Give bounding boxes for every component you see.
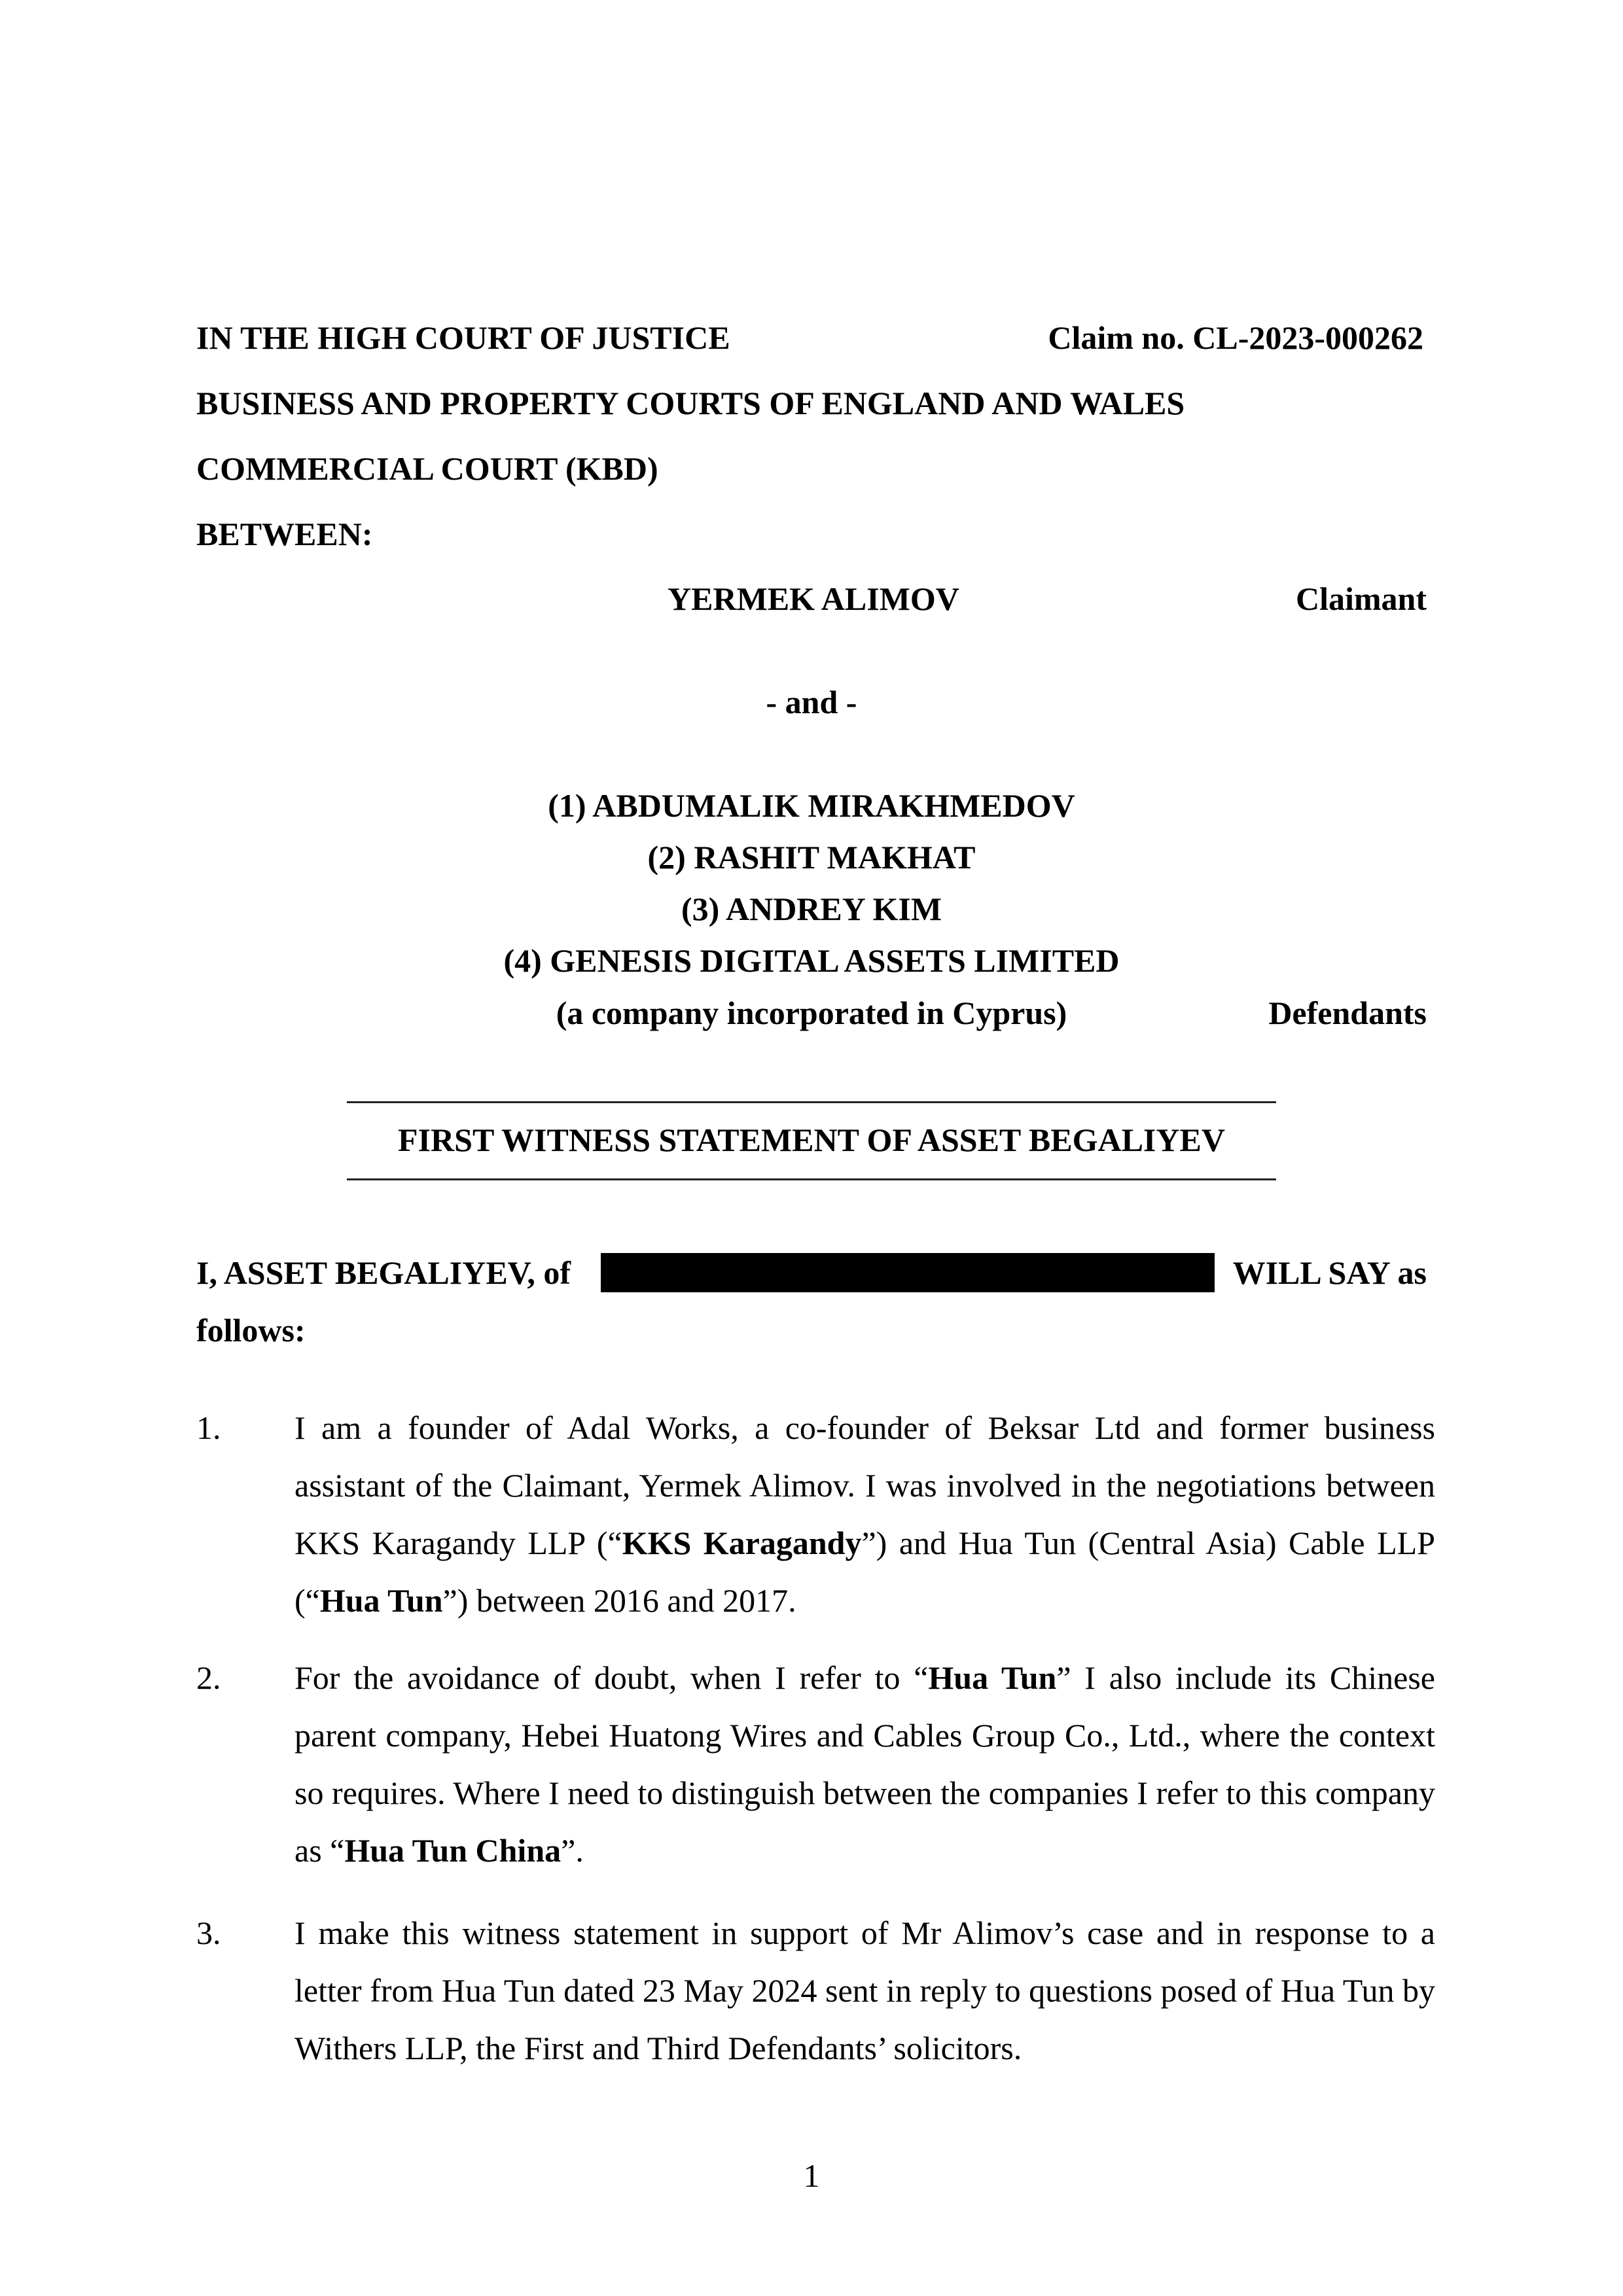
title-bottom-rule bbox=[347, 1178, 1276, 1180]
defendant-1: (1) ABDUMALIK MIRAKHMEDOV bbox=[548, 787, 1075, 824]
paragraph-number: 2. bbox=[196, 1659, 221, 1696]
claimant-name: YERMEK ALIMOV bbox=[668, 580, 959, 617]
intro-cont: follows: bbox=[196, 1312, 306, 1349]
statement-title: FIRST WITNESS STATEMENT OF ASSET BEGALIYEV bbox=[398, 1122, 1225, 1158]
intro-end: WILL SAY as bbox=[1232, 1254, 1427, 1291]
court-name: IN THE HIGH COURT OF JUSTICE bbox=[196, 319, 730, 356]
paragraph-text: I am a founder of Adal Works, a co-founder of Beksar Ltd and former business assistant of the Claimant, Yermek Alimov. I was involved in the negotiations between KKS Karagandy LLP (“KKS Karagandy”) and Hua Tun (Central Asia) Cable LLP (“Hua Tun”) between 2016 and 2017. bbox=[294, 1409, 1435, 1619]
court-list: COMMERCIAL COURT (KBD) bbox=[196, 450, 658, 487]
court-division: BUSINESS AND PROPERTY COURTS OF ENGLAND AND WALES bbox=[196, 385, 1185, 421]
defendant-note: (a company incorporated in Cyprus) bbox=[556, 995, 1067, 1031]
between-label: BETWEEN: bbox=[196, 516, 373, 552]
defendant-4: (4) GENESIS DIGITAL ASSETS LIMITED bbox=[503, 942, 1120, 979]
defendant-2: (2) RASHIT MAKHAT bbox=[647, 839, 976, 875]
intro-start: I, ASSET BEGALIYEV, of bbox=[196, 1254, 571, 1291]
redacted-address bbox=[601, 1253, 1215, 1292]
defendants-role: Defendants bbox=[1268, 995, 1427, 1031]
and-separator: - and - bbox=[766, 684, 857, 720]
defendant-3: (3) ANDREY KIM bbox=[681, 891, 942, 927]
claimant-role: Claimant bbox=[1296, 580, 1427, 617]
page-number: 1 bbox=[803, 2157, 820, 2194]
title-top-rule bbox=[347, 1101, 1276, 1103]
paragraph-number: 1. bbox=[196, 1409, 221, 1446]
paragraph-text: I make this witness statement in support of Mr Alimov’s case and in response to a letter from Hua Tun dated 23 May 2024 sent in reply to questions posed of Hua Tun by Withers LLP, the First and Third Defendants’ solicitors. bbox=[294, 1915, 1435, 2066]
claim-number: Claim no. CL-2023-000262 bbox=[1048, 319, 1423, 356]
paragraph-text: For the avoidance of doubt, when I refer to “Hua Tun” I also include its Chinese parent company, Hebei Huatong Wires and Cables Group Co., Ltd., where the context so requires. Where I need to distinguish between the companies I refer to this company as “Hua Tun China”. bbox=[294, 1659, 1435, 1869]
paragraph-number: 3. bbox=[196, 1915, 221, 1951]
